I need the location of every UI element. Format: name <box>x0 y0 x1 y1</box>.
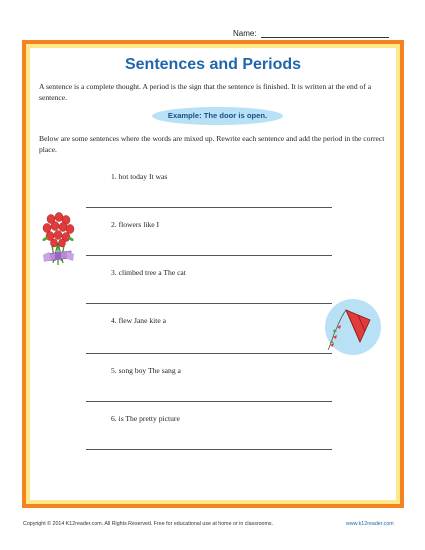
name-blank-line[interactable] <box>261 37 389 38</box>
page-title: Sentences and Periods <box>124 56 302 73</box>
answer-line-5[interactable] <box>86 401 332 402</box>
worksheet-paper <box>30 48 396 500</box>
flower-bouquet-icon <box>41 211 75 273</box>
name-field[interactable] <box>233 29 389 38</box>
sentence-item-1: 1. hot today It was <box>111 172 168 181</box>
worksheet-frame <box>22 40 404 508</box>
instructions-text: Below are some sentences where the words are mixed up. Rewrite each sentence and add the period in the correct place. <box>39 134 385 154</box>
answer-line-4[interactable] <box>86 353 332 354</box>
answer-line-3[interactable] <box>86 303 332 304</box>
worksheet-frame-inner <box>26 44 400 504</box>
kite-icon <box>324 298 382 356</box>
sentence-item-2: 2. flowers like I <box>111 220 160 229</box>
answer-line-6[interactable] <box>86 449 332 450</box>
footer-website-link[interactable]: www.k12reader.com <box>346 521 394 527</box>
footer-copyright: Copyright © 2014 K12reader.com. All Rights Reserved. Free for educational use at home or in classrooms. <box>23 521 274 527</box>
sentence-item-3: 3. climbed tree a The cat <box>111 268 186 277</box>
sentence-item-4: 4. flew Jane kite a <box>111 316 167 325</box>
answer-line-1[interactable] <box>86 207 332 208</box>
answer-line-2[interactable] <box>86 255 332 256</box>
example-bubble: Example: The door is open. <box>152 107 283 125</box>
sentence-item-5: 5. song boy The sang a <box>111 366 181 375</box>
name-label: Name: <box>233 29 257 38</box>
sentence-item-6: 6. is The pretty picture <box>111 414 180 423</box>
intro-text: A sentence is a complete thought. A period is the sign that the sentence is finished. It is written at the end of a sentence. <box>39 82 372 102</box>
